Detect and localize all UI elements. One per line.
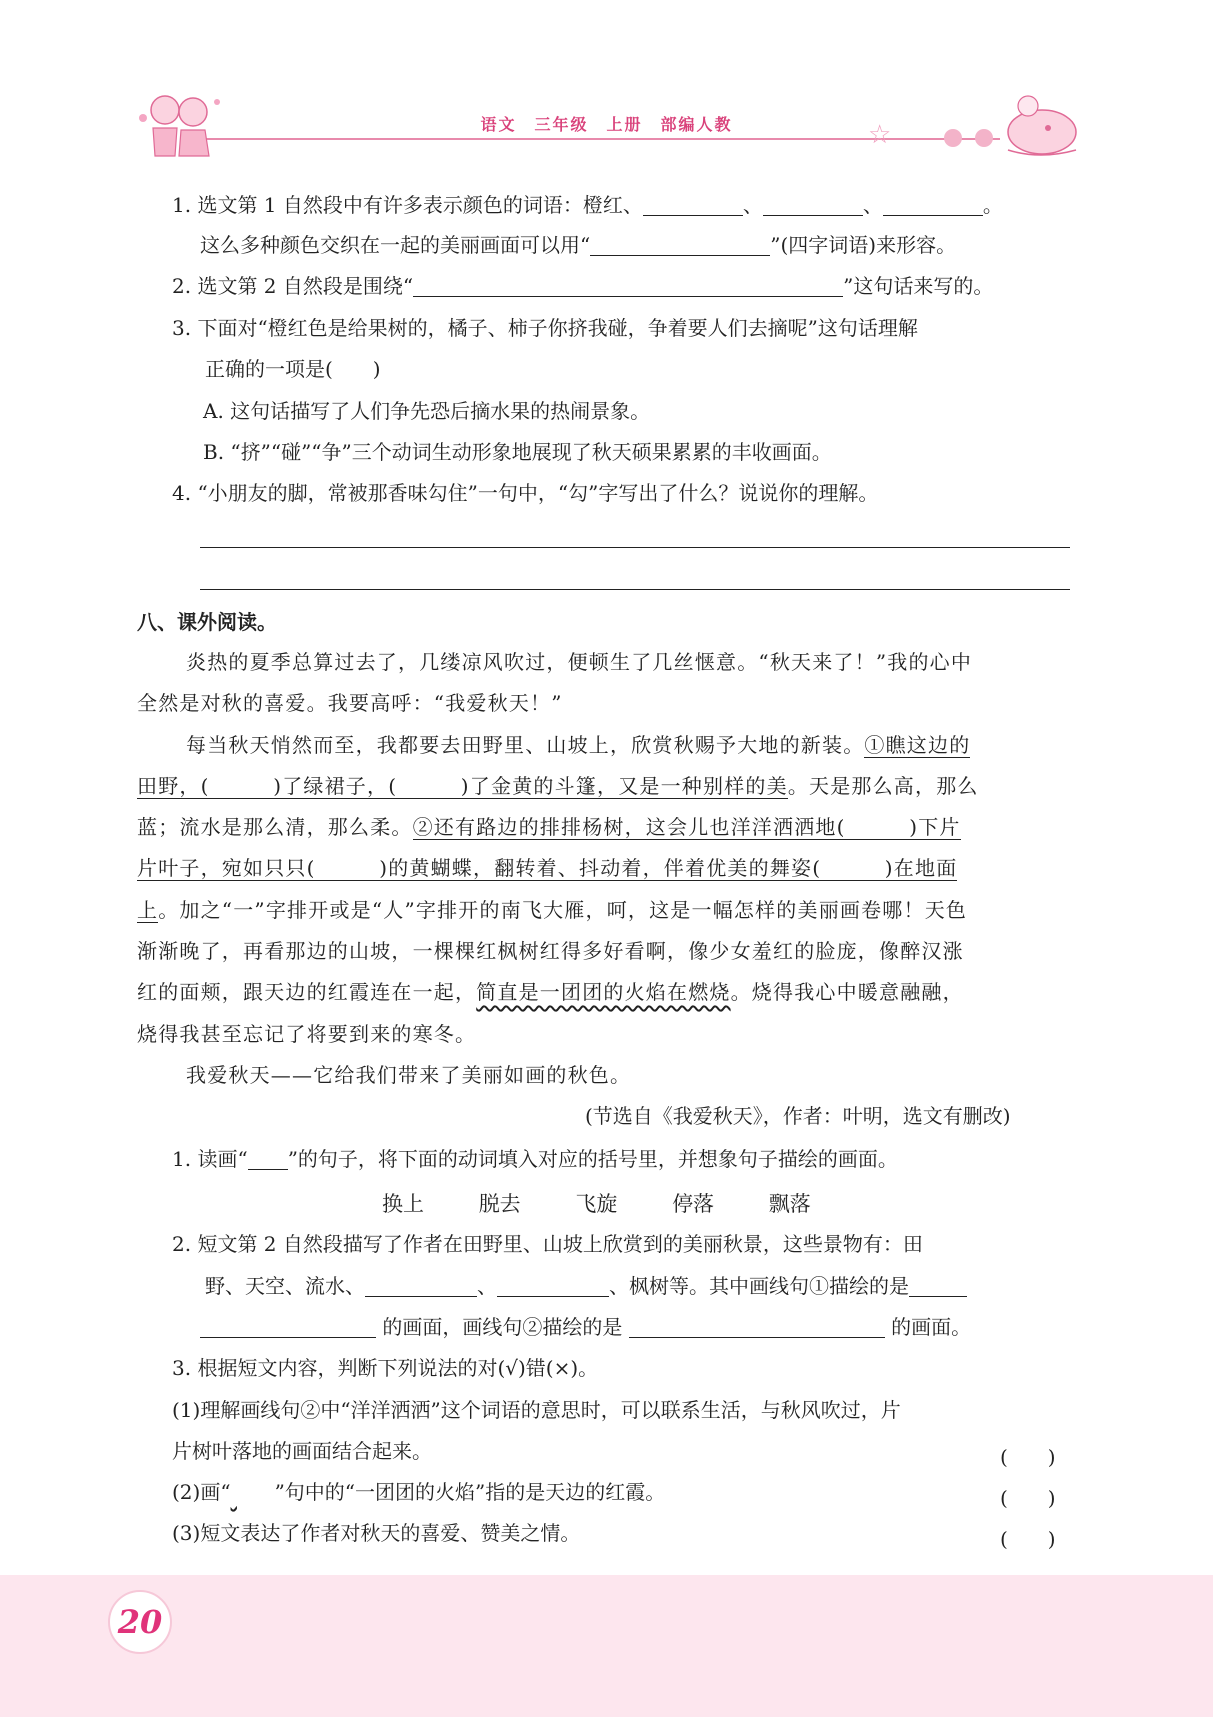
verb: 飞旋 [575,1192,618,1216]
question-8-2-line-2: 野、天空、流水、 、 、枫树等。其中画线句①描绘的是 [205,1271,967,1301]
question-8-1: 1. 读画“ ”的句子，将下面的动词填入对应的括号里，并想象句子描绘的画面。 [172,1147,898,1171]
judge-item-2: (2)画“ ”句中的“一团团的火焰”指的是天边的红霞。 [172,1477,665,1507]
question-8-2-line-3: 的画面，画线句②描绘的是 的画面。 [200,1312,971,1342]
answer-blank[interactable] [763,193,863,216]
question-8-3: 3. 根据短文内容，判断下列说法的对(√)错(×)。 [172,1356,599,1380]
verb: 脱去 [478,1192,521,1216]
passage-line: 每当秋天悄然而至，我都要去田野里、山坡上，欣赏秋赐予大地的新装。①瞧这边的 [186,733,971,757]
question-7-1-line-2: 这么多种颜色交织在一起的美丽画面可以用“ ”(四字词语)来形容。 [200,233,957,257]
passage-line: 田野，( )了绿裙子，( )了金黄的斗篷，又是一种别样的美。天是那么高，那么 [137,774,979,798]
verb: 停落 [672,1192,715,1216]
passage-line: 片叶子，宛如只只( )的黄蝴蝶，翻转着、抖动着，伴着优美的舞姿( )在地面 [137,856,958,880]
question-8-2-line-1: 2. 短文第 2 自然段描写了作者在田野里、山坡上欣赏到的美丽秋景，这些景物有：田 [172,1232,923,1256]
section-title: 八、课外阅读。 [137,610,277,634]
question-7-3-line-1: 3. 下面对“橙红色是给果树的，橘子、柿子你挤我碰，争着要人们去摘呢”这句话理解 [172,316,918,340]
answer-blank[interactable] [365,1274,477,1297]
page-number: 20 [108,1590,172,1654]
answer-blank[interactable] [629,1315,885,1338]
kids-illustration-icon [135,88,225,163]
passage-line: 炎热的夏季总算过去了，几缕凉风吹过，便顿生了几丝惬意。“秋天来了！”我的心中 [186,650,973,674]
dot-icon [975,129,993,147]
judge-paren[interactable]: ( ) [1000,1527,1056,1551]
passage-line: 全然是对秋的喜爱。我要高呼：“我爱秋天！” [137,691,563,715]
question-7-4: 4. “小朋友的脚，常被那香味勾住”一句中，“勾”字写出了什么？说说你的理解。 [172,481,879,505]
answer-line[interactable] [200,547,1070,548]
judge-item-3: (3)短文表达了作者对秋天的喜爱、赞美之情。 [172,1521,581,1545]
judge-item-1-line-1: (1)理解画线句②中“洋洋洒洒”这个词语的意思时，可以联系生活，与秋风吹过，片 [172,1398,901,1422]
judge-item-1-line-2: 片树叶落地的画面结合起来。 [172,1439,432,1463]
answer-line[interactable] [200,589,1070,590]
star-icon: ☆ [868,120,892,150]
answer-blank[interactable] [883,193,983,216]
verb-list [382,1188,859,1218]
answer-blank[interactable] [497,1274,609,1297]
option-a: A. 这句话描写了人们争先恐后摘水果的热闹景象。 [203,399,651,423]
header-title: 语文 三年级 上册 部编人教 [480,115,733,134]
answer-blank[interactable] [413,274,843,297]
question-7-2: 2. 选文第 2 自然段是围绕“ ”这句话来写的。 [172,274,994,298]
page-footer [0,1575,1213,1717]
answer-blank[interactable] [200,1315,376,1338]
passage-line: 蓝；流水是那么清，那么柔。②还有路边的排排杨树，这会儿也洋洋洒洒地( )下片 [137,815,961,839]
verb: 飘落 [768,1192,811,1216]
question-7-1-line-1: 1. 选文第 1 自然段中有许多表示颜色的词语：橙红、 、 、 。 [172,193,1003,217]
dot-icon [944,129,962,147]
source-citation: (节选自《我爱秋天》，作者：叶明，选文有删改) [585,1104,1011,1128]
passage-line: 红的面颊，跟天边的红霞连在一起，简直是一团团的火焰在燃烧。烧得我心中暖意融融， [137,980,964,1004]
answer-blank[interactable] [590,233,770,256]
whale-illustration-icon [1000,90,1080,160]
passage-line: 渐渐晚了，再看那边的山坡，一棵棵红枫树红得多好看啊，像少女羞红的脸庞，像醉汉涨 [137,939,964,963]
option-b: B. “挤”“碰”“争”三个动词生动形象地展现了秋天硕果累累的丰收画面。 [203,440,832,464]
wavy-sample [231,1477,275,1507]
passage-line: 我爱秋天——它给我们带来了美丽如画的秋色。 [186,1063,632,1087]
verb: 换上 [382,1192,424,1216]
judge-paren[interactable]: ( ) [1000,1445,1056,1469]
answer-blank[interactable] [643,193,743,216]
judge-paren[interactable]: ( ) [1000,1486,1056,1510]
question-7-3-line-2[interactable]: 正确的一项是( ) [205,357,381,381]
answer-blank[interactable] [909,1274,967,1297]
underline-sample [248,1147,288,1170]
passage-line: 上。加之“一”字排开或是“人”字排开的南飞大雁，呵，这是一幅怎样的美丽画卷哪！天色 [137,898,968,922]
passage-line: 烧得我甚至忘记了将要到来的寒冬。 [137,1022,477,1046]
